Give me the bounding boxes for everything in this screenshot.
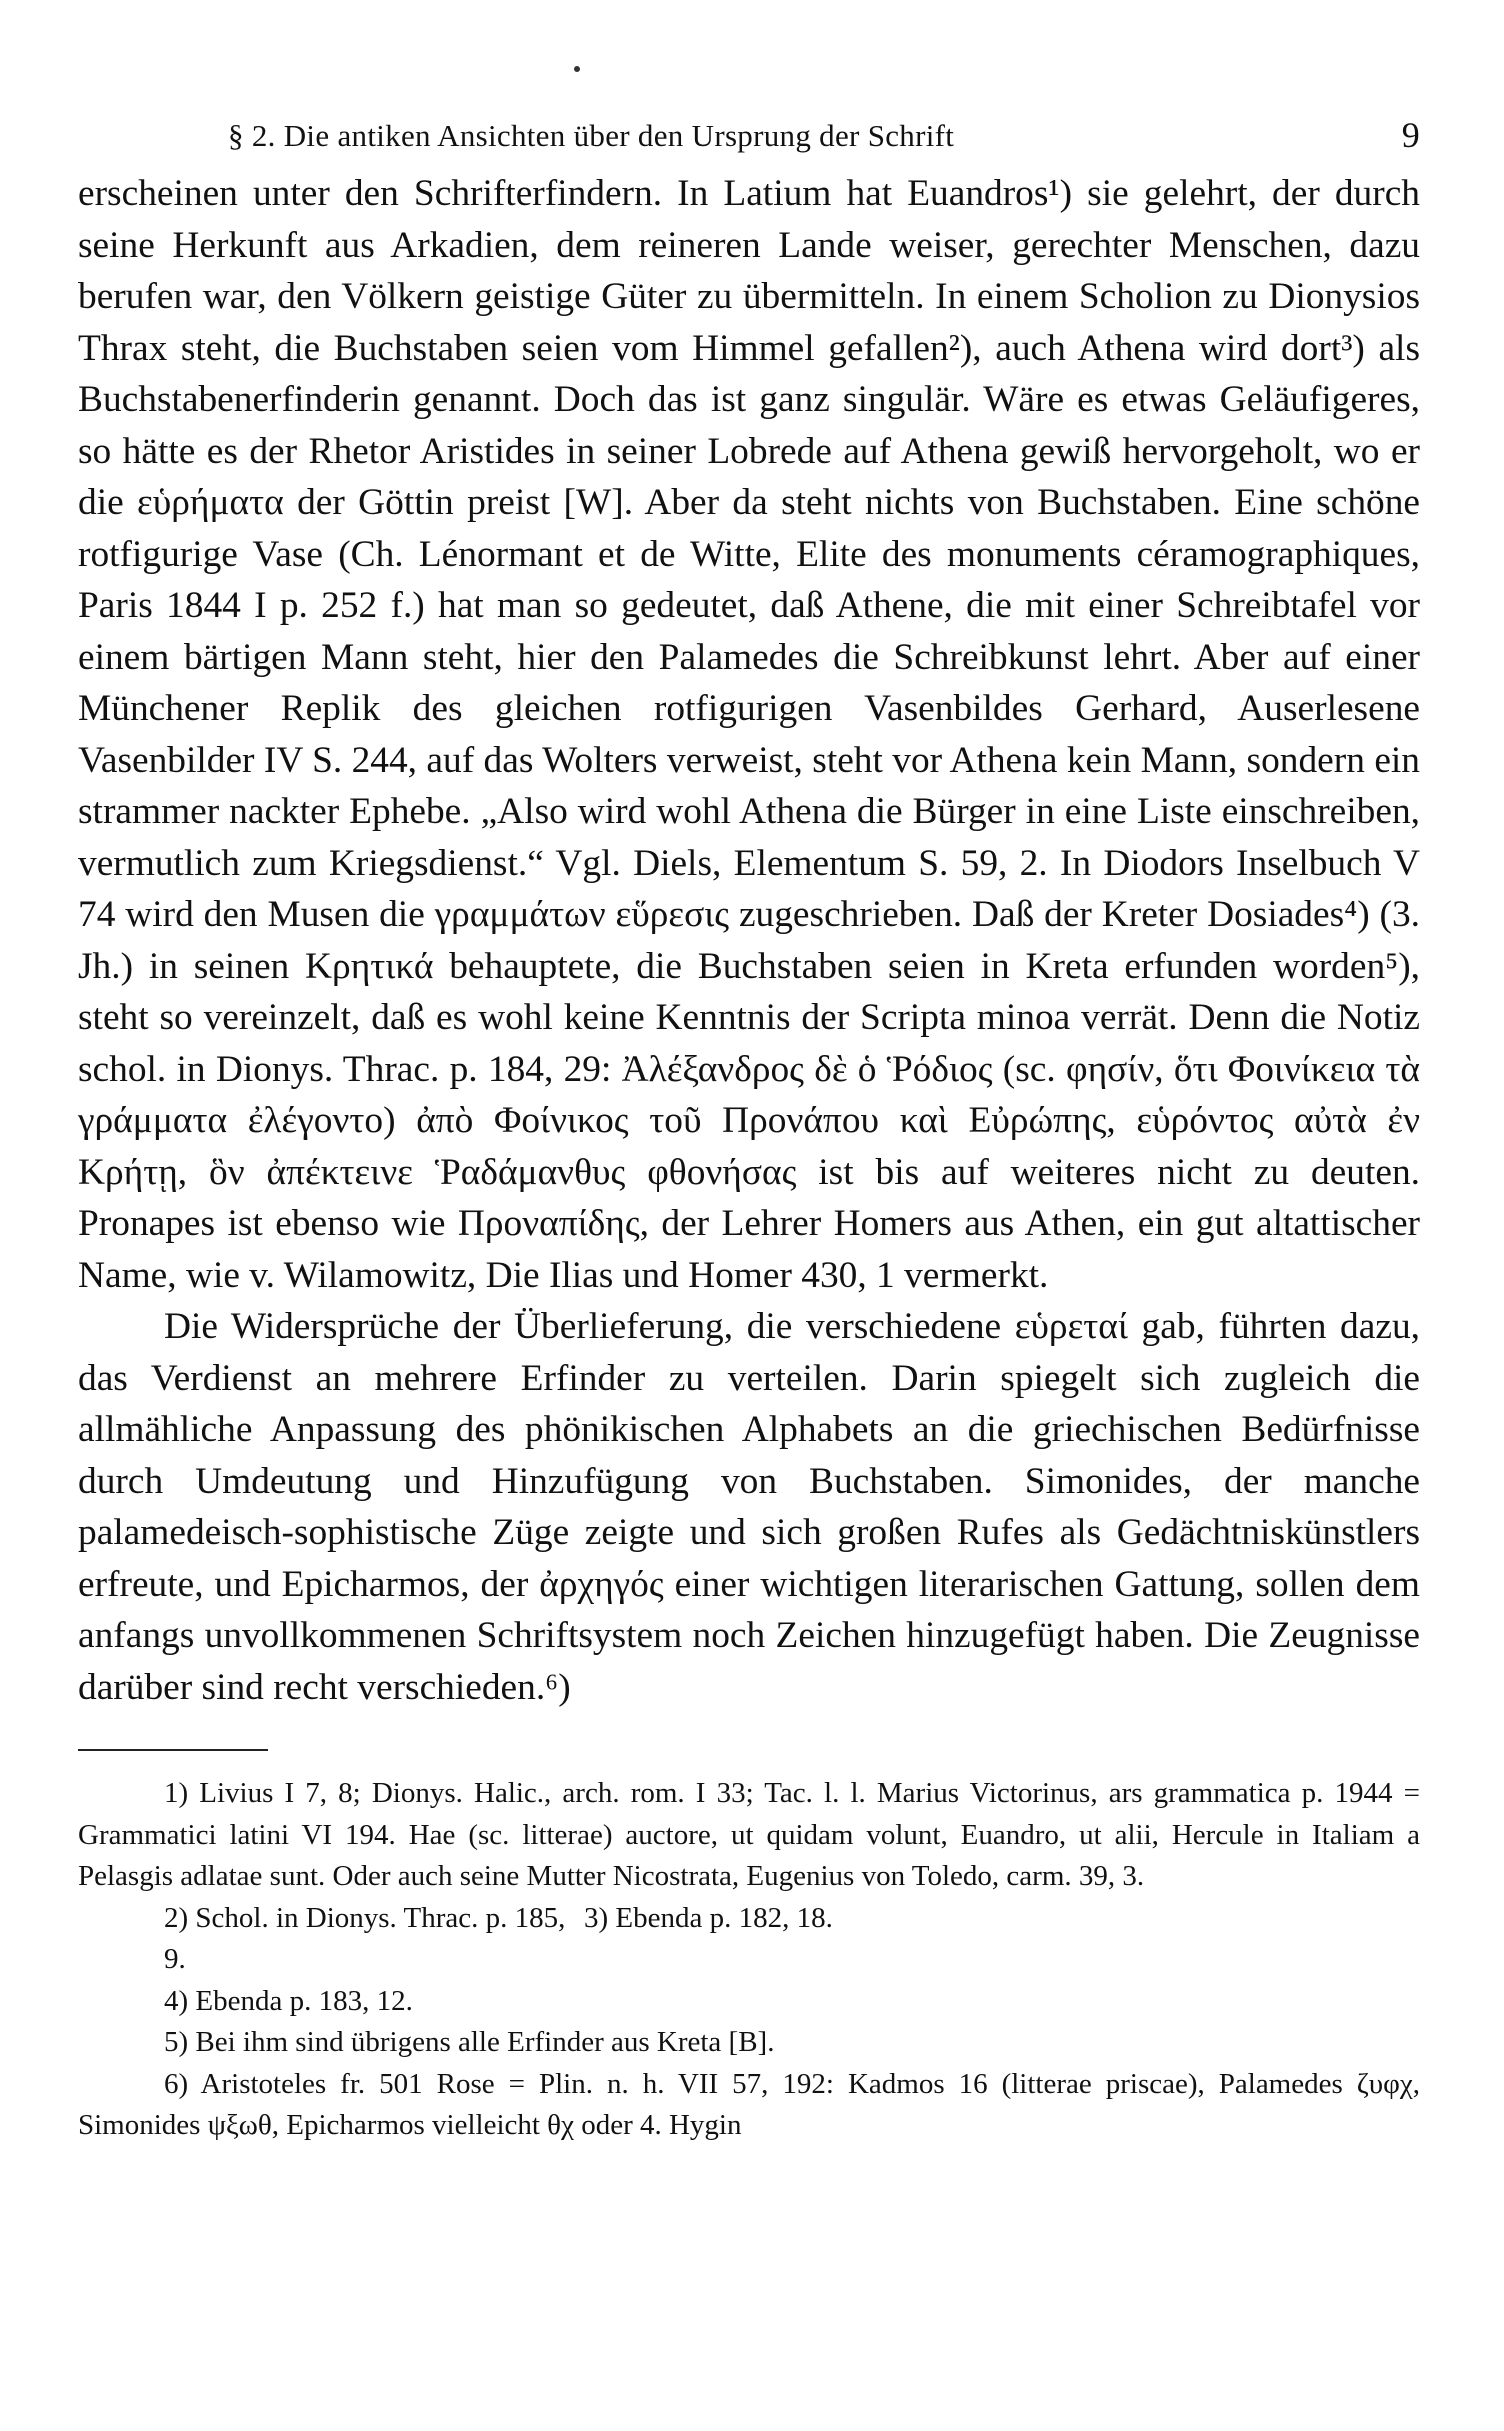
page-number: 9 xyxy=(1401,115,1420,155)
footnote-row-2-3 xyxy=(78,1898,1420,1981)
paragraph-2: Die Widersprüche der Überlieferung, die verschiedene εὑρεταί gab, führten dazu, das Verdienst an mehrere Erfinder zu verteilen. Darin spiegelt sich zugleich die allmähliche Anpassung des phönikischen Alphabets an die griechischen Bedürfnisse durch Umdeutung und Hinzufügung von Buchstaben. Simonides, der manche palamedeisch-sophistische Züge zeigte und sich großen Rufes als Gedächtniskünstlers erfreute, und Epicharmos, der ἀρχηγός einer wichtigen literarischen Gattung, sollen dem anfangs unvollkommenen Schriftsystem noch Zeichen hinzugefügt haben. Die Zeugnisse darüber sind recht verschieden.⁶) xyxy=(78,1306,1420,1708)
paragraph-1: erscheinen unter den Schrifterfindern. In Latium hat Euandros¹) sie gelehrt, der durch seine Herkunft aus Arkadien, dem reineren Lande weiser, gerechter Menschen, dazu berufen war, den Völkern geistige Güter zu übermitteln. In einem Scholion zu Dionysios Thrax steht, die Buchstaben seien vom Himmel gefallen²), auch Athena wird dort³) als Buchstabenerfinderin genannt. Doch das ist ganz singulär. Wäre es etwas Geläufigeres, so hätte es der Rhetor Aristides in seiner Lobrede auf Athena gewiß hervorgeholt, wo er die εὑρήματα der Göttin preist [W]. Aber da steht nichts von Buchstaben. Eine schöne rotfigurige Vase (Ch. Lénormant et de Witte, Elite des monuments céramographiques, Paris 1844 I p. 252 f.) hat man so gedeutet, daß Athene, die mit einer Schreibtafel vor einem bärtigen Mann steht, hier den Palamedes die Schreibkunst lehrt. Aber auf einer Münchener Replik des gleichen rotfigurigen Vasenbildes Gerhard, Auserlesene Vasenbilder IV S. 244, auf das Wolters verweist, steht vor Athena kein Mann, sondern ein strammer nackter Ephebe. „Also wird wohl Athena die Bürger in eine Liste einschreiben, vermutlich zum Kriegsdienst.“ Vgl. Diels, Elementum S. 59, 2. In Diodors Inselbuch V 74 wird den Musen die γραμμάτων εὕρεσις zugeschrieben. Daß der Kreter Dosiades⁴) (3. Jh.) in seinen Κρητικά behauptete, die Buchstaben seien in Kreta erfunden worden⁵), steht so vereinzelt, daß es wohl keine Kenntnis der Scripta minoa verrät. Denn die Notiz schol. in Dionys. Thrac. p. 184, 29: Ἀλέξανδρος δὲ ὁ Ῥόδιος (sc. φησίν, ὅτι Φοινίκεια τὰ γράμματα ἐλέγοντο) ἀπὸ Φοίνικος τοῦ Προνάπου καὶ Εὐρώπης, εὑρόντος αὐτὰ ἐν Κρήτῃ, ὃν ἀπέκτεινε Ῥαδάμανθυς φθονήσας ist bis auf weiteres nicht zu deuten. Pronapes ist ebenso wie Προναπίδης, der Lehrer Homers aus Athen, ein gut altattischer Name, wie v. Wilamowitz, Die Ilias und Homer 430, 1 vermerkt. xyxy=(78,173,1420,1296)
footnote-3: 3) Ebenda p. 182, 18. xyxy=(584,1901,833,1934)
footnotes xyxy=(78,1773,1420,2147)
book-page xyxy=(78,112,1420,2147)
page-header xyxy=(78,112,1420,168)
footnote-5: 5) Bei ihm sind übrigens alle Erfinder aus Kreta [B]. xyxy=(164,2026,775,2058)
print-speck xyxy=(574,66,580,72)
running-head: § 2. Die antiken Ansichten über den Ursprung der Schrift xyxy=(228,118,955,153)
footnote-4: 4) Ebenda p. 183, 12. xyxy=(164,1984,413,2017)
footnote-6: 6) Aristoteles fr. 501 Rose = Plin. n. h. VII 57, 192: Kadmos 16 (litterae priscae), Palamedes ζυφχ, Simonides ψξωθ, Epicharmos vielleicht θχ oder 4. Hygin xyxy=(78,2067,1420,2141)
footnote-1: 1) Livius I 7, 8; Dionys. Halic., arch. rom. I 33; Tac. l. l. Marius Victorinus, ars grammatica p. 1944 = Grammatici latini VI 194. Hae (sc. litterae) auctore, ut quidam volunt, Euandro, ut alii, Hercule in Italiam a Pelasgis adlatae sunt. Oder auch seine Mutter Nicostrata, Eugenius von Toledo, carm. 39, 3. xyxy=(78,1777,1420,1892)
footnote-2: 2) Schol. in Dionys. Thrac. p. 185, 9. xyxy=(164,1901,566,1975)
footnote-rule xyxy=(78,1749,268,1751)
